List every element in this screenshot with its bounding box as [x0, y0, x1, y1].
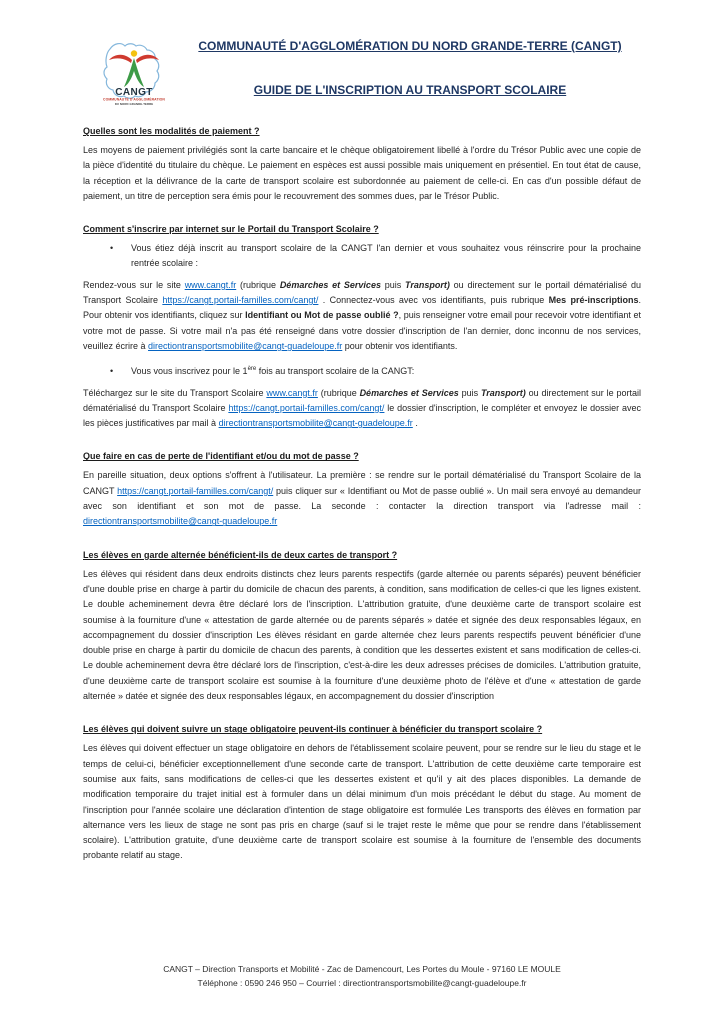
bullet-marker: •: [110, 366, 114, 377]
faq-section: [83, 724, 641, 863]
paragraph: [83, 468, 641, 529]
body-text: puis: [458, 387, 481, 398]
hyperlink[interactable]: www.cangt.fr: [266, 387, 318, 398]
body-text: . Connectez-vous avec vos identifiants, puis rubrique: [318, 295, 549, 306]
footer-contact: Téléphone : 0590 246 950 – Courriel : directiontransportsmobilite@cangt-guadeloupe.fr: [197, 978, 527, 988]
cangt-logo: [93, 38, 175, 112]
title-block: [179, 36, 641, 97]
section-heading: Quelles sont les modalités de paiement ?: [83, 126, 260, 136]
paragraph: [83, 143, 641, 204]
body-text: En pareille situation, deux options s'offrent à l'utilisateur. La première : se rendre sur le portail dématérialisé du Transport Scolaire de la CANGT: [83, 470, 641, 496]
paragraph: [83, 567, 641, 705]
body-text: pour obtenir vos identifiants.: [342, 340, 458, 351]
bold-text: Identifiant ou Mot de passe oublié ?: [245, 310, 399, 321]
body-text: ou directement sur le portail dématérialisé du Transport Scolaire: [83, 279, 641, 306]
body-text: le dossier d'inscription, le compléter et envoyez le dossier avec les pièces justificatives par mail à: [83, 402, 641, 429]
body-text: fois au transport scolaire de la CANGT:: [256, 366, 415, 377]
cangt-logo-graphic: [93, 38, 175, 112]
footer-address: CANGT – Direction Transports et Mobilité - Zac de Damencourt, Les Portes du Moule - 97160 LE MOULE: [163, 964, 561, 974]
faq-section: [83, 126, 641, 204]
bold-text: Mes pré-inscriptions: [548, 295, 639, 306]
body-text: Les élèves qui doivent effectuer un stage obligatoire en dehors de l'établissement scolaire peuvent, pour se rendre sur le lieu du stage et le temps de celui-ci, bénéficier exceptionnellement d'une seconde carte de transport. L'attribution de cette deuxième carte temporaire est soumise aux faits, sans modifications de celles-ci que les dessertes existent et qu'il y ait des places disponibles. La demande de modification temporaire du trajet initial est à formuler dans un délai minimum d'un mois précédant le début du stage. Au moment de l'inscription pour l'année scolaire une déclaration d'intention de stage obligatoire est formulée Les transports des élèves en formation par alternance vers les lieux de stage ne sont pas pris en charge (sauf si le trajet reste le même que pour se rendre dans l'établissement scolaire). L'attribution gratuite, d'une deuxième carte de transport scolaire est soumise à la fourniture de l'ensemble des documents probante relatif au stage.: [83, 743, 641, 861]
hyperlink[interactable]: www.cangt.fr: [184, 279, 237, 290]
paragraph: [83, 278, 641, 354]
logo-name-text: CANGT: [115, 87, 153, 98]
bullet-item: [83, 241, 641, 272]
body-text: puis: [380, 279, 406, 290]
paragraph: [83, 386, 641, 432]
faq-section: [83, 550, 641, 705]
body-text: ou directement sur le portail dématérialisé du Transport Scolaire: [83, 387, 641, 413]
body-text: Téléchargez sur le site du Transport Scolaire: [83, 387, 267, 398]
figure-left-arm-icon: [109, 55, 132, 63]
sun-icon: [131, 50, 137, 56]
body-text: .: [412, 418, 418, 429]
bold-italic-text: Démarches et Services: [279, 279, 381, 290]
hyperlink[interactable]: https://cangt.portail-familles.com/cangt/: [117, 485, 274, 496]
faq-section: [83, 224, 641, 431]
section-heading: Que faire en cas de perte de l'identifiant et/ou du mot de passe ?: [83, 451, 359, 462]
bullet-marker: •: [110, 243, 114, 254]
body-text: puis cliquer sur « Identifiant ou Mot de passe oublié ». Un mail sera envoyé au demandeur avec son identifiant et son mot de passe. La seconde : contacter la direction transport via l'adresse mail :: [83, 485, 641, 512]
body-text: (rubrique: [236, 279, 280, 290]
bold-italic-text: Transport): [480, 387, 526, 398]
body-text: . Pour obtenir vos identifiants, cliquez sur: [83, 295, 641, 321]
bold-italic-text: Démarches et Services: [359, 387, 459, 398]
bullet-item: [83, 364, 641, 379]
section-heading: Les élèves qui doivent suivre un stage obligatoire peuvent-ils continuer à bénéficier du transport scolaire ?: [83, 724, 543, 735]
section-heading: Les élèves en garde alternée bénéficient-ils de deux cartes de transport ?: [83, 549, 398, 560]
body-text: (rubrique: [317, 387, 360, 398]
logo-subtitle-red-text: COMMUNAUTÉ D'AGGLOMÉRATION: [103, 97, 165, 102]
bullet-text: [131, 241, 641, 272]
document-body: [83, 126, 641, 864]
faq-section: [83, 451, 641, 529]
section-heading: Comment s'inscrire par internet sur le Portail du Transport Scolaire ?: [83, 224, 379, 235]
document-subtitle: GUIDE DE L'INSCRIPTION AU TRANSPORT SCOLAIRE: [253, 83, 567, 97]
body-text: Vous étiez déjà inscrit au transport scolaire de la CANGT l'an dernier et vous souhaitez vous réinscrire pour la prochaine rentrée scolaire :: [131, 243, 641, 269]
paragraph: [83, 741, 641, 863]
body-text: , puis renseigner votre email pour recevoir votre identifiant et votre mot de passe. Si votre mail n'a pas été renseigné dans votre dossier d'inscription de l'an dernier, donc inconnu de nos services, veuillez écrire à: [83, 310, 641, 351]
bullet-text: [131, 364, 641, 379]
bold-italic-text: Transport): [405, 279, 450, 290]
hyperlink[interactable]: https://cangt.portail-familles.com/cangt/: [162, 295, 319, 306]
hyperlink[interactable]: https://cangt.portail-familles.com/cangt/: [228, 402, 385, 413]
superscript-text: ère: [247, 366, 257, 373]
body-text: Les moyens de paiement privilégiés sont la carte bancaire et le chèque obligatoirement libellé à l'ordre du Trésor Public avec une copie de la pièce d'identité du titulaire du chèque. Le paiement en espèces est aussi possible mais uniquement en présentiel. En tout état de cause, la réception et la délivrance de la carte de transport scolaire est subordonnée au paiement de celle-ci. En cas d'un possible défaut de paiement, un titre de perception sera émis pour le recouvrement des sommes dues, par le Trésor Public.: [83, 145, 641, 201]
hyperlink[interactable]: directiontransportsmobilite@cangt-guadeloupe.fr: [148, 340, 343, 351]
document-footer: [0, 962, 724, 990]
hyperlink[interactable]: directiontransportsmobilite@cangt-guadeloupe.fr: [83, 516, 278, 527]
figure-body-icon: [124, 58, 144, 87]
document-header: [83, 36, 641, 114]
body-text: Vous vous inscrivez pour le 1: [131, 366, 248, 377]
hyperlink[interactable]: directiontransportsmobilite@cangt-guadeloupe.fr: [218, 418, 413, 429]
document-title: COMMUNAUTÉ D'AGGLOMÉRATION DU NORD GRANDE-TERRE (CANGT): [198, 39, 622, 53]
logo-subtitle-dark-text: DU NORD GRANDE-TERRE: [114, 102, 154, 106]
body-text: Rendez-vous sur le site: [83, 279, 185, 290]
body-text: Les élèves qui résident dans deux endroits distincts chez leurs parents respectifs (garde alternée ou parents séparés) peuvent bénéficier d'une double prise en charge à partir du domicile de chacun des parents, à condition, sans modification de celles-ci que les lignes existent. Le double acheminement devra être déclaré lors de l'inscription. L'attribution gratuite, d'une deuxième carte de transport scolaire est soumise à la fourniture d'une « attestation de garde alternée ou de parents séparés » datée et signée des deux responsables légaux, en accompagnement du dossier d'inscription Les élèves résidant en garde alternée chez leurs parents respectifs peuvent bénéficier d'une double prise en charge à partir du domicile de chacun des parents, à condition que les dessertes existent et sans modification de celles-ci. Le double acheminement devra être déclaré lors de l'inscription, c'est-à-dire les deux adresses précises de domiciles. L'attribution gratuite, d'une deuxième carte de transport scolaire est soumise à la fourniture d'une deuxième photo de l'élève et d'une « attestation de garde alternée » datée et signée des deux responsables légaux, en accompagnement du dossier d'inscription: [83, 568, 641, 702]
